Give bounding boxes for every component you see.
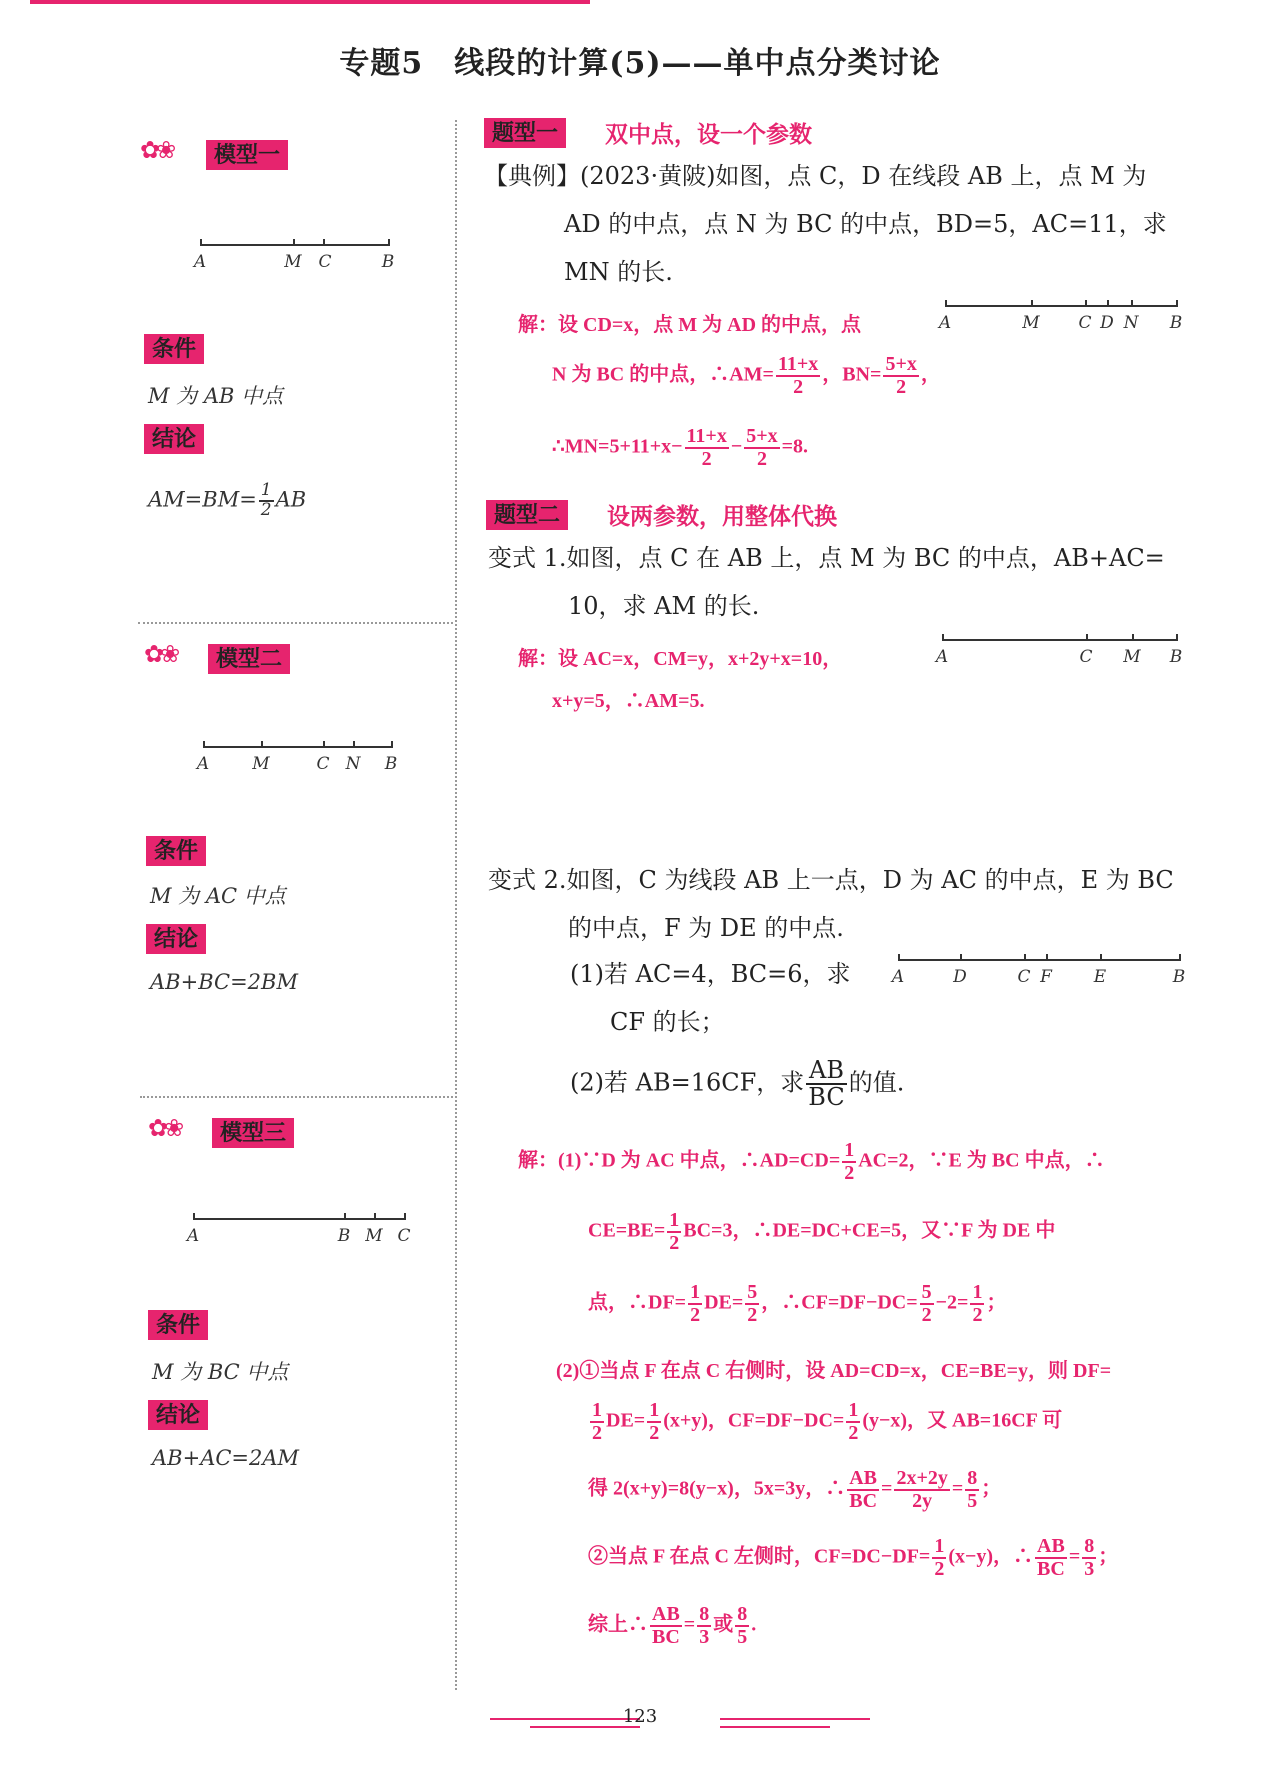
flower-icon: ✿❀ bbox=[148, 1114, 181, 1142]
example-solution-2: N 为 BC 的中点，∴AM= $\frac{11+x}{2}$ ，BN= $\frac{5+x}{2}$ ， bbox=[552, 353, 941, 398]
model3-condition-tag: 条件 bbox=[148, 1310, 208, 1340]
example-line3: MN 的长. bbox=[564, 258, 673, 286]
v2-q1b: CF 的长； bbox=[610, 1008, 725, 1036]
model2-conclusion-tag: 结论 bbox=[146, 924, 206, 954]
column-divider bbox=[455, 120, 457, 1690]
page-title: 专题5 线段的计算(5)——单中点分类讨论 bbox=[339, 46, 941, 81]
model2-condition-tag: 条件 bbox=[146, 836, 206, 866]
model3-tag: 模型三 bbox=[212, 1118, 294, 1148]
type2-tag: 题型二 bbox=[486, 500, 568, 530]
point-label: M bbox=[1123, 647, 1141, 667]
point-label: D bbox=[1100, 313, 1114, 333]
flower-icon: ✿❀ bbox=[144, 640, 177, 668]
v1-line2: 10，求 AM 的长. bbox=[568, 592, 760, 620]
v2-q2: (2)若 AB=16CF，求 $\frac{AB}{BC}$ 的值. bbox=[570, 1056, 905, 1112]
point-label: C bbox=[318, 252, 332, 272]
point-label: M bbox=[365, 1226, 383, 1246]
point-label: N bbox=[345, 754, 361, 774]
point-label: C bbox=[316, 754, 330, 774]
point-label: E bbox=[1093, 967, 1107, 987]
model3-conclusion: AB+AC=2AM bbox=[152, 1446, 300, 1470]
v2-line1: 变式 2.如图，C 为线段 AB 上一点，D 为 AC 的中点，E 为 BC bbox=[488, 866, 1174, 894]
point-label: B bbox=[1169, 647, 1183, 667]
model3-condition: M 为 BC 中点 bbox=[152, 1360, 289, 1384]
v2-solution-6: 得 2(x+y)=8(y−x)，5x=3y，∴ $\frac{AB}{BC}$ = $\frac{2x+2y}{2y}$ = $\frac{8}{5}$ ； bbox=[588, 1467, 1002, 1512]
v2-segment bbox=[891, 959, 1186, 987]
v1-solution-2: x+y=5，∴AM=5. bbox=[552, 690, 705, 712]
model2-tag: 模型二 bbox=[208, 644, 290, 674]
model2-condition: M 为 AC 中点 bbox=[150, 884, 286, 908]
v1-line1: 变式 1.如图，点 C 在 AB 上，点 M 为 BC 的中点，AB+AC= bbox=[488, 544, 1165, 572]
example-segment bbox=[938, 305, 1183, 333]
example-line1: 【典例】(2023·黄陂)如图，点 C，D 在线段 AB 上，点 M 为 bbox=[484, 162, 1147, 190]
point-label: B bbox=[1172, 967, 1186, 987]
model1-conclusion: AM=BM= $\frac{1}{2}$ AB bbox=[148, 480, 307, 520]
v2-solution-1: 解：(1)∵D 为 AC 中点，∴AD=CD= $\frac{1}{2}$ AC=2，∵E 为 BC 中点，∴ bbox=[518, 1139, 1105, 1184]
point-label: D bbox=[953, 967, 967, 987]
divider bbox=[138, 622, 453, 624]
top-accent-bar bbox=[30, 0, 590, 4]
v2-solution-5: $\frac{1}{2}$ DE= $\frac{1}{2}$ (x+y)，CF=DF−DC= $\frac{1}{2}$ (y−x)，又 AB=16CF 可 bbox=[592, 1399, 1063, 1444]
point-label: B bbox=[381, 252, 395, 272]
point-label: B bbox=[337, 1226, 351, 1246]
point-label: C bbox=[397, 1226, 411, 1246]
example-solution-1: 解：设 CD=x，点 M 为 AD 的中点，点 bbox=[518, 314, 862, 336]
point-label: A bbox=[186, 1226, 200, 1246]
v2-solution-8: 综上∴ $\frac{AB}{BC}$ = $\frac{8}{3}$ 或 $\frac{8}{5}$ . bbox=[588, 1603, 757, 1648]
flower-icon: ✿❀ bbox=[140, 136, 173, 164]
point-label: N bbox=[1123, 313, 1139, 333]
v2-solution-4: (2)①当点 F 在点 C 右侧时，设 AD=CD=x，CE=BE=y，则 DF= bbox=[556, 1360, 1112, 1382]
model1-conclusion-tag: 结论 bbox=[144, 424, 204, 454]
model1-condition: M 为 AB 中点 bbox=[148, 384, 284, 408]
v2-solution-2: CE=BE= $\frac{1}{2}$ BC=3，∴DE=DC+CE=5，又∵F 为 DE 中 bbox=[588, 1209, 1056, 1254]
point-label: B bbox=[384, 754, 398, 774]
model2-segment bbox=[196, 746, 398, 774]
point-label: M bbox=[252, 754, 270, 774]
example-solution-3: ∴MN=5+11+x− $\frac{11+x}{2}$ − $\frac{5+x}{2}$ =8. bbox=[552, 425, 809, 470]
point-label: A bbox=[891, 967, 905, 987]
model1-condition-tag: 条件 bbox=[144, 334, 204, 364]
point-label: A bbox=[935, 647, 949, 667]
type2-title: 设两参数，用整体代换 bbox=[607, 503, 837, 530]
point-label: C bbox=[1017, 967, 1031, 987]
type1-title: 双中点，设一个参数 bbox=[605, 121, 812, 148]
v2-solution-3: 点，∴DF= $\frac{1}{2}$ DE= $\frac{5}{2}$ ，∴CF=DF−DC= $\frac{5}{2}$ −2= $\frac{1}{2}$ ； bbox=[588, 1281, 1007, 1326]
divider bbox=[140, 1096, 453, 1098]
point-label: M bbox=[1022, 313, 1040, 333]
type1-tag: 题型一 bbox=[484, 118, 566, 148]
model3-conclusion-tag: 结论 bbox=[148, 1400, 208, 1430]
v1-solution-1: 解：设 AC=x，CM=y，x+2y+x=10， bbox=[518, 648, 843, 670]
model3-segment bbox=[186, 1218, 411, 1246]
model2-conclusion: AB+BC=2BM bbox=[150, 970, 298, 994]
point-label: A bbox=[193, 252, 207, 272]
point-label: A bbox=[196, 754, 210, 774]
model1-tag: 模型一 bbox=[206, 140, 288, 170]
point-label: B bbox=[1169, 313, 1183, 333]
point-label: F bbox=[1040, 967, 1052, 987]
example-line2: AD 的中点，点 N 为 BC 的中点，BD=5，AC=11，求 bbox=[564, 210, 1167, 238]
model1-segment bbox=[193, 244, 395, 272]
point-label: A bbox=[938, 313, 952, 333]
point-label: C bbox=[1079, 647, 1093, 667]
point-label: M bbox=[284, 252, 302, 272]
point-label: C bbox=[1078, 313, 1092, 333]
v2-line2: 的中点，F 为 DE 的中点. bbox=[568, 914, 844, 942]
v2-solution-7: ②当点 F 在点 C 左侧时，CF=DC−DF= $\frac{1}{2}$ (x−y)，∴ $\frac{AB}{BC}$ = $\frac{8}{3}$ ； bbox=[588, 1535, 1119, 1580]
v1-segment bbox=[935, 639, 1183, 667]
page-number: 123 bbox=[622, 1706, 658, 1727]
v2-q1a: (1)若 AC=4，BC=6，求 bbox=[570, 960, 851, 988]
